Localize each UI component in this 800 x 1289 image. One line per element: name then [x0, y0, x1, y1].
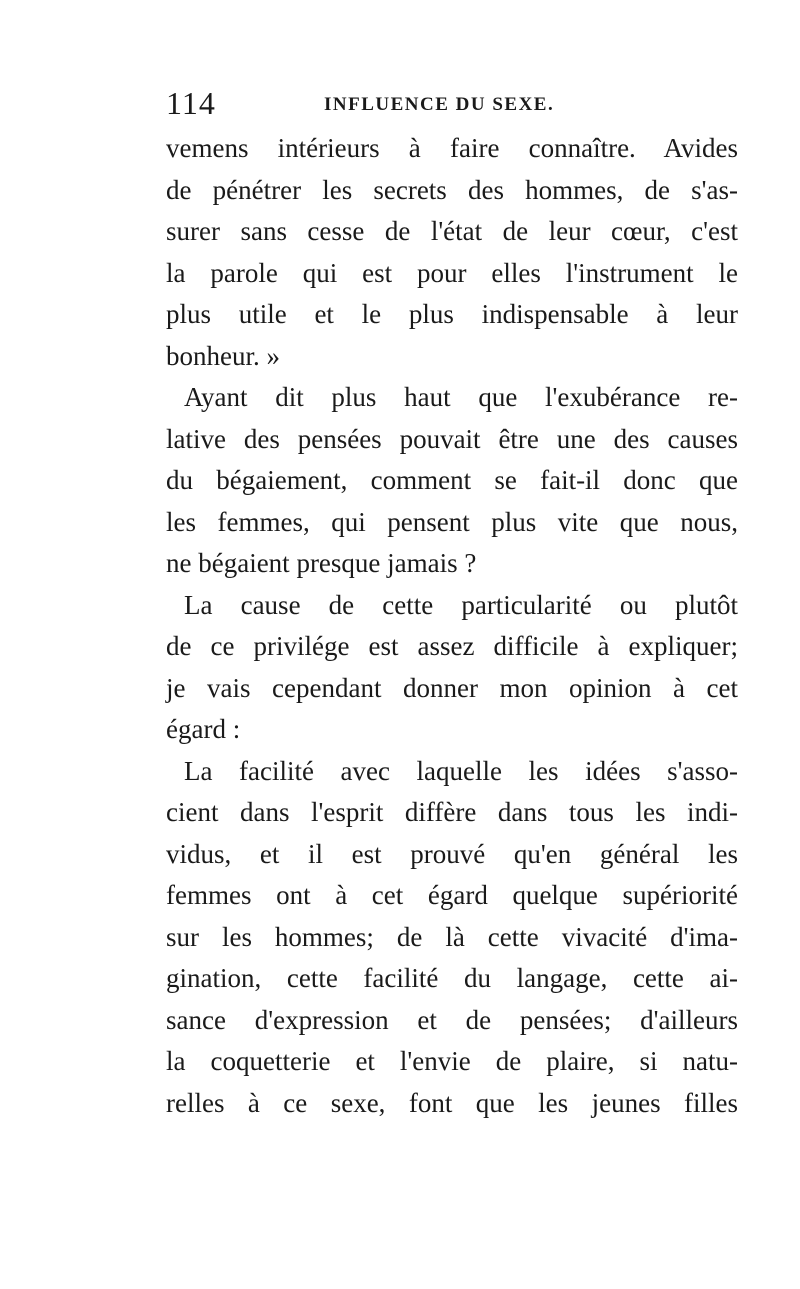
text-line: relles à ce sexe, font que les jeunes filles: [166, 1087, 738, 1118]
text-line: La facilité avec laquelle les idées s'asso-: [184, 755, 738, 786]
text-line: lative des pensées pouvait être une des causes: [166, 423, 738, 454]
text-line: surer sans cesse de l'état de leur cœur, c'est: [166, 216, 738, 246]
text-line: La cause de cette particularité ou plutôt: [184, 589, 738, 620]
text-line: vemens intérieurs à faire connaître. Avides: [166, 133, 738, 163]
text-line: femmes ont à cet égard quelque supériorité: [166, 880, 738, 910]
page-header: [166, 85, 732, 121]
text-line: plus utile et le plus indispensable à leur: [166, 299, 738, 329]
text-line: de pénétrer les secrets des hommes, de s'as-: [166, 174, 738, 205]
text-line: je vais cependant donner mon opinion à cet: [166, 672, 738, 703]
text-line: vidus, et il est prouvé qu'en général les: [166, 838, 738, 869]
text-line: la coquetterie et l'envie de plaire, si natu-: [166, 1046, 738, 1076]
text-line: gination, cette facilité du langage, cette ai-: [166, 963, 738, 993]
text-line: la parole qui est pour elles l'instrument le: [166, 257, 738, 288]
body-text: [166, 128, 738, 1124]
text-line: du bégaiement, comment se fait-il donc que: [166, 465, 738, 495]
page-number: 114: [166, 85, 216, 121]
text-line: les femmes, qui pensent plus vite que nous,: [166, 506, 738, 537]
text-line: égard :: [166, 714, 241, 744]
text-line: de ce privilége est assez difficile à expliquer;: [166, 631, 738, 661]
text-line: bonheur. »: [166, 340, 280, 371]
running-head: INFLUENCE DU SEXE.: [324, 94, 555, 115]
text-line: ne bégaient presque jamais ?: [166, 548, 477, 578]
text-line: sance d'expression et de pensées; d'ailleurs: [166, 1004, 738, 1035]
text-line: sur les hommes; de là cette vivacité d'ima-: [166, 921, 738, 952]
text-line: cient dans l'esprit diffère dans tous les indi-: [166, 797, 738, 827]
text-line: Ayant dit plus haut que l'exubérance re-: [184, 382, 738, 412]
